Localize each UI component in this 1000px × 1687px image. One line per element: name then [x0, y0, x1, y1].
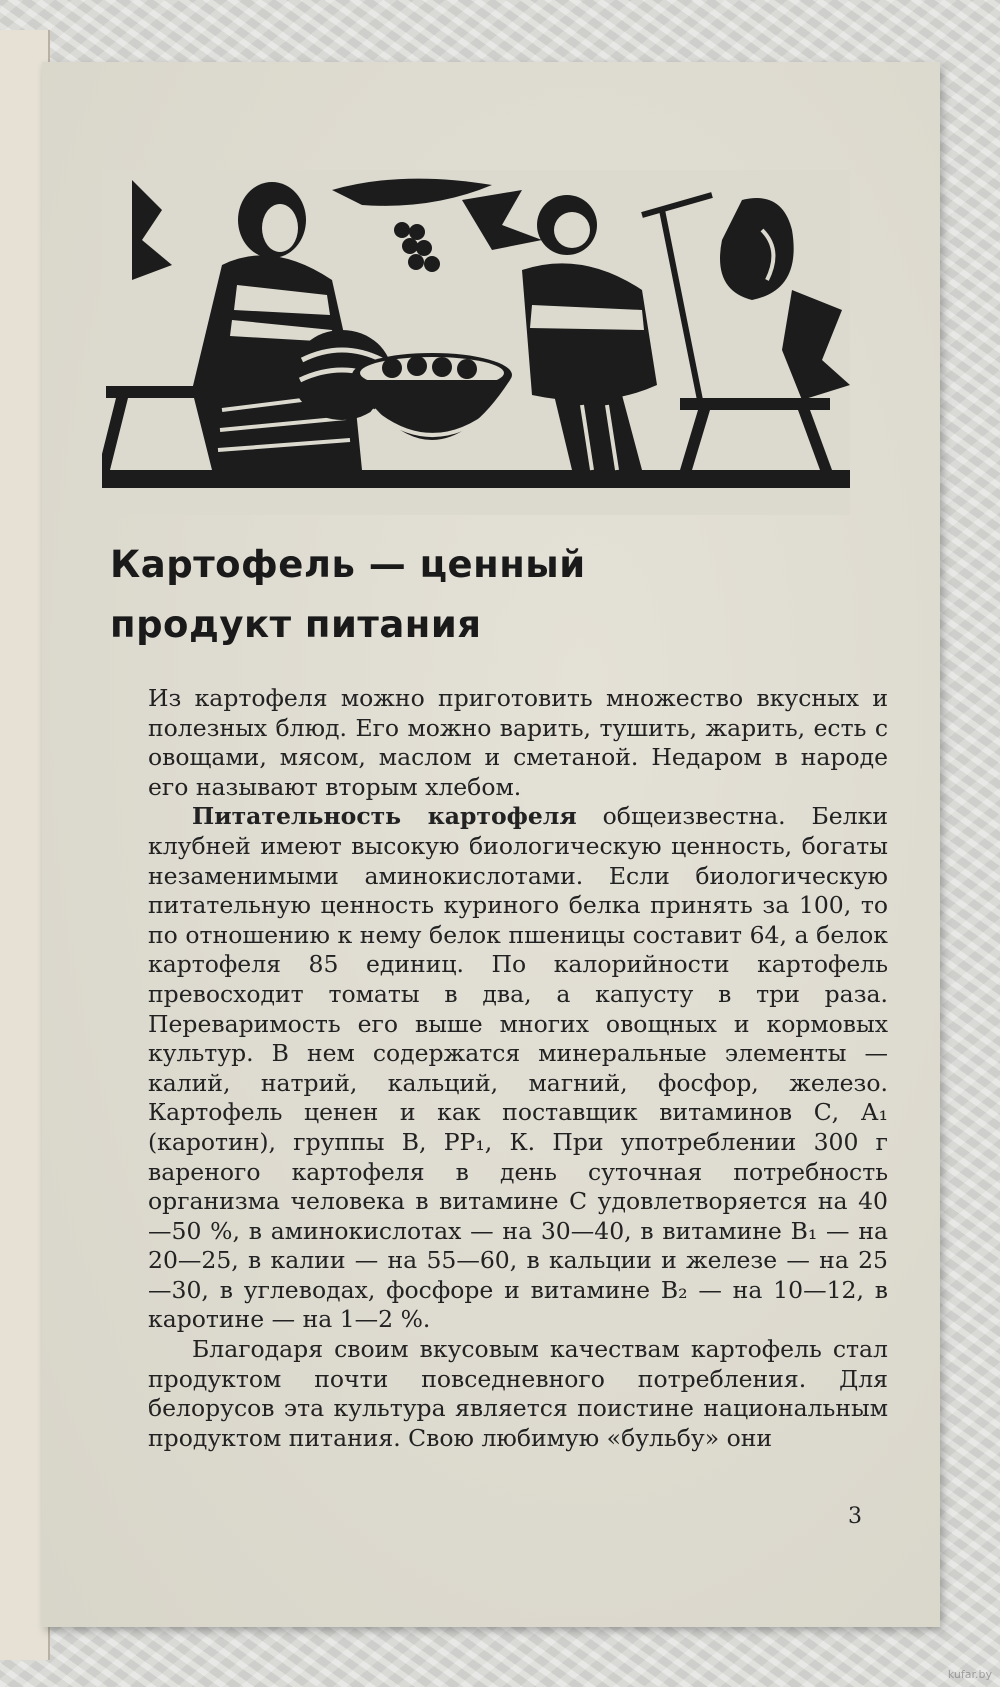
- watermark: kufar.by: [947, 1668, 992, 1681]
- paragraph-2-lead: Питательность картофеля: [192, 802, 577, 831]
- paragraph-1: Из картофеля можно приготовить множество вкусных и полезных блюд. Его можно варить, тушить, жарить, есть с овощами, мясом, маслом и сметаной. Недаром в народе его называют вторым хлебом.: [148, 684, 888, 801]
- paragraph-3: Благодаря своим вкусовым качествам картофель стал продуктом почти повседневного потребления. Для белорусов эта культура является поистине национальным продуктом питания. Свою любимую «бульбу» они: [148, 1335, 888, 1452]
- page-title: [110, 535, 810, 655]
- page-number: 3: [848, 1504, 862, 1529]
- paragraph-2: [148, 802, 888, 1335]
- title-line-1: Картофель — ценный: [110, 543, 586, 586]
- title-line-2: продукт питания: [110, 603, 482, 646]
- article-body: [148, 684, 888, 1453]
- woodcut-illustration: [102, 170, 850, 515]
- paragraph-2-text: общеизвестна. Белки клубней имеют высокую биологическую ценность, богаты незаменимыми аминокислотами. Если биологическую питательную ценность куриного белка принять за 100, то по отношению к нему белок пшеницы составит 64, а белок картофеля 85 единиц. По калорийности картофель превосходит томаты в два, а капусту в три раза. Переваримость его выше многих овощных и кормовых культур. В нем содержатся минеральные элементы — калий, натрий, кальций, магний, фосфор, железо. Картофель ценен и как поставщик витаминов С, А₁ (каротин), группы В, РР₁, К. При употреблении 300 г вареного картофеля в день суточная потребность организма человека в витамине С удовлетворяется на 40—50 %, в аминокислотах — на 30—40, в витамине В₁ — на 20—25, в калии — на 55—60, в кальции и железе — на 25—30, в углеводах, фосфоре и витамине В₂ — на 10—12, в каротине — на 1—2 %.: [148, 802, 888, 1334]
